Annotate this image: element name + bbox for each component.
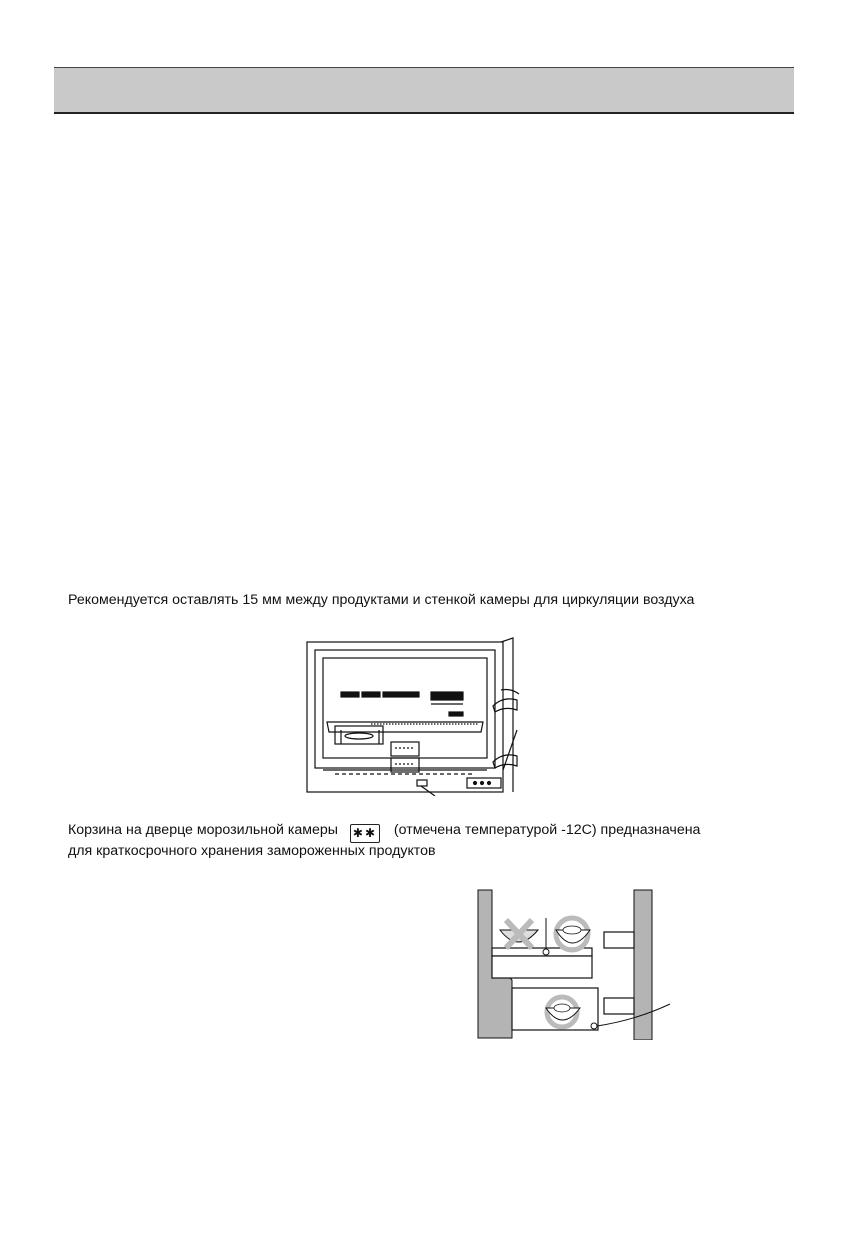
- section-header-band: [54, 67, 794, 114]
- door-basket-text-line2: для краткосрочного хранения замороженных продуктов: [68, 843, 436, 859]
- door-basket-illustration: [476, 888, 672, 1040]
- two-star-freezer-icon: ✱✱: [350, 824, 380, 843]
- door-basket-note: [68, 822, 788, 860]
- air-circulation-note: Рекомендуется оставлять 15 мм между продуктами и стенкой камеры для циркуляции воздуха: [68, 592, 695, 608]
- door-basket-text-after: (отмечена температурой -12С) предназначена: [393, 822, 701, 838]
- door-basket-text-before: Корзина на дверце морозильной камеры: [68, 822, 338, 838]
- freezer-interior-illustration: [305, 630, 521, 796]
